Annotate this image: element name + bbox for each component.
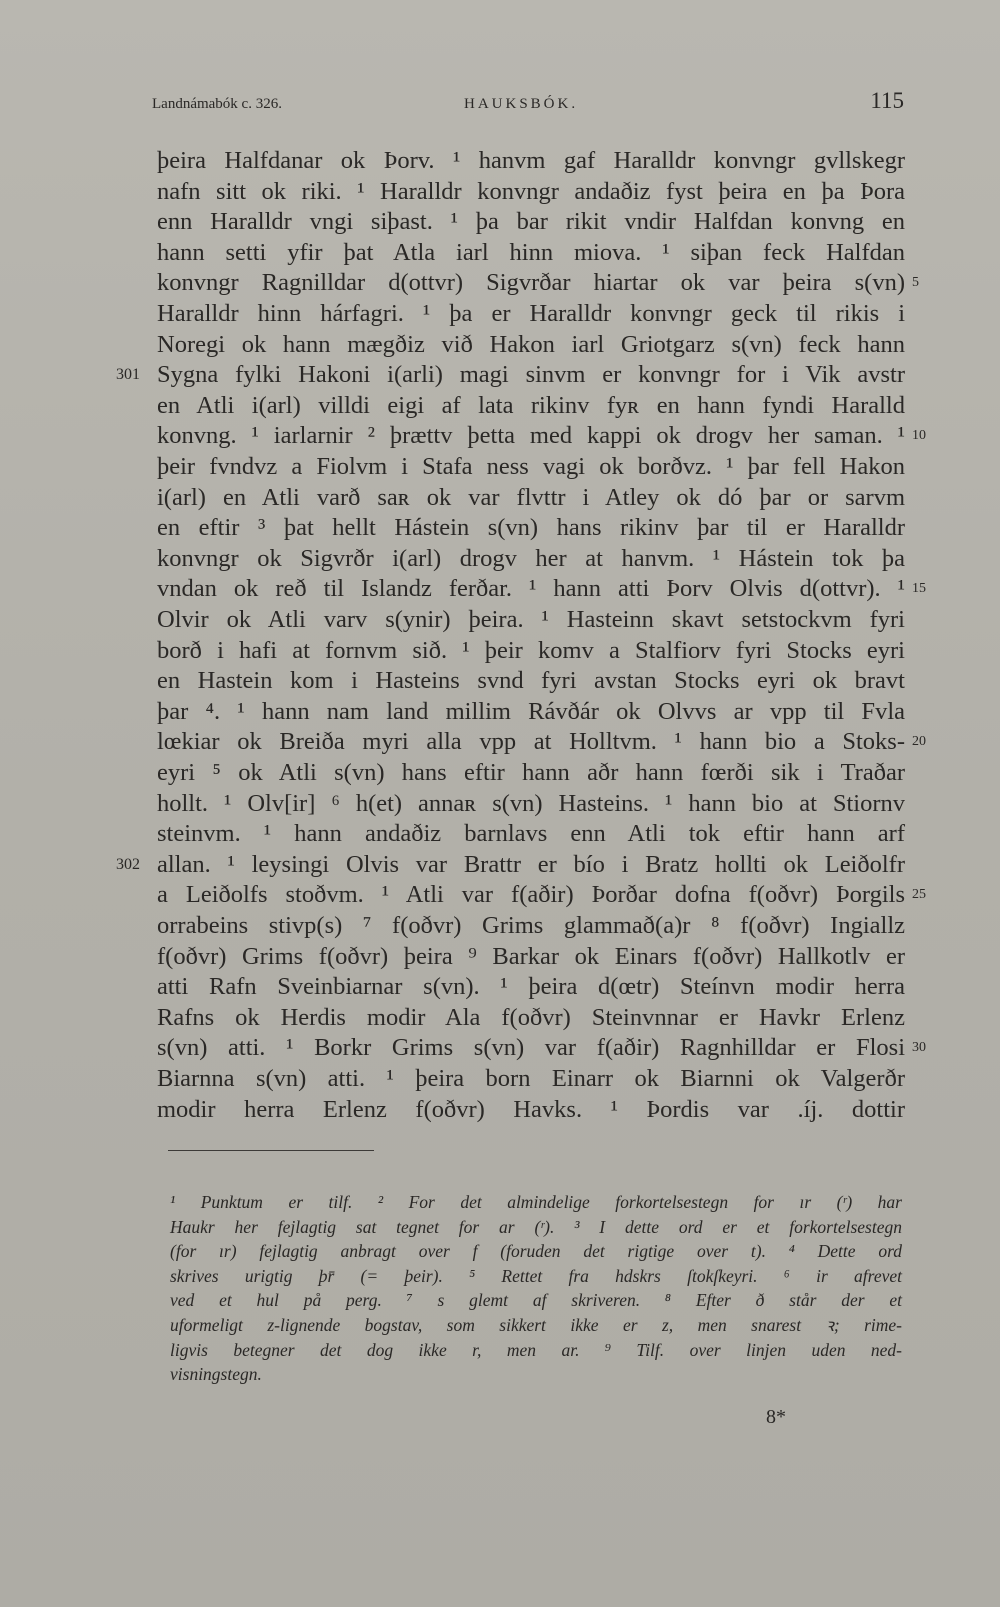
text-line: en eftir ³ þat hellt Hástein s(vn) hans rikinv þar til er Haralldr [157,514,905,542]
margin-line-number: 20 [912,734,926,750]
text-line: vndan ok reð til Islandz ferðar. ¹ hann atti Þorv Olvis d(ottvr). ¹ [157,575,905,603]
header-title: HAUKSBÓK. [464,96,579,112]
footnote-line: uformeligt z-lignende bogstav, som sikkert ikke er z, men snarest ꝛ; rime- [170,1315,902,1335]
footnote-rule [168,1150,374,1151]
text-line: i(arl) en Atli varð saʀ ok var flvttr i Atley ok dó þar or sarvm [157,483,905,511]
text-line: orrabeins stivp(s) ⁷ f(oðvr) Grims glammað(a)r ⁸ f(oðvr) Ingiallz [157,912,905,939]
text-line: modir herra Erlenz f(oðvr) Havks. ¹ Þordis var .íj. dottir [157,1095,905,1123]
footnote-line: visningstegn. [170,1364,262,1385]
text-line: en Hastein kom i Hasteins svnd fyri avstan Stocks eyri ok bravt [157,667,905,695]
text-line: s(vn) atti. ¹ Borkr Grims s(vn) var f(aðir) Ragnhilldar er Flosi [157,1034,905,1062]
printer-signature-mark: 8* [766,1406,786,1428]
footnote-line: ¹ Punktum er tilf. ² For det almindelige forkortelsestegn for ır (ʳ) har [170,1192,902,1212]
text-line: þeir fvndvz a Fiolvm i Stafa ness vagi ok borðvz. ¹ þar fell Hakon [157,453,905,480]
text-line: borð i hafi at fornvm sið. ¹ þeir komv a Stalfiorv fyri Stocks eyri [157,636,905,664]
text-line: steinvm. ¹ hann andaðiz barnlavs enn Atli tok eftir hann arf [157,820,905,848]
text-line: lœkiar ok Breiða myri alla vpp at Holltvm. ¹ hann bio a Stoks- [157,728,905,756]
header-section-reference: Landnámabók c. 326. [152,96,282,112]
margin-line-number: 15 [912,581,926,597]
text-line: þeira Halfdanar ok Þorv. ¹ hanvm gaf Haralldr konvngr gvllskegr [157,147,905,174]
footnote-line: ved et hul på perg. ⁷ s glemt af skriveren. ⁸ Efter ð står der et [170,1290,902,1311]
margin-page-reference: 302 [116,855,140,873]
footnote-line: Haukr her fejlagtig sat tegnet for ar (ʳ). ³ I dette ord er et forkortelsestegn [170,1216,902,1237]
text-line: þar ⁴. ¹ hann nam land millim Rávðár ok Olvvs ar vpp til Fvla [157,697,905,725]
text-line: atti Rafn Sveinbiarnar s(vn). ¹ þeira d(œtr) Steínvn modir herra [157,973,905,1001]
text-line: hann setti yfir þat Atla iarl hinn miova. ¹ siþan feck Halfdan [157,238,905,266]
text-line: enn Haralldr vngi siþast. ¹ þa bar rikit vndir Halfdan konvng en [157,208,905,236]
text-line: hollt. ¹ Olv[ir] ⁶ h(et) annaʀ s(vn) Hasteins. ¹ hann bio at Stiornv [157,789,905,817]
text-line: allan. ¹ leysingi Olvis var Brattr er bío i Bratz hollti ok Leiðolfr [157,850,905,878]
running-header [152,88,904,122]
text-line: Olvir ok Atli varv s(ynir) þeira. ¹ Hasteinn skavt setstockvm fyri [157,606,905,633]
text-line: Sygna fylki Hakoni i(arli) magi sinvm er konvngr for i Vik avstr [157,361,905,389]
text-line: Biarnna s(vn) atti. ¹ þeira born Einarr ok Biarnni ok Valgerðr [157,1065,905,1092]
footnote-line: skrives urigtig þr̄ (= þeir). ⁵ Rettet fra hdskrs ſtokſkeyri. ⁶ ir afrevet [170,1265,902,1286]
footnote-line: ligvis betegner det dog ikke r, men ar. ⁹ Tilf. over linjen uden ned- [170,1339,902,1360]
text-line: Noregi ok hann mægðiz við Hakon iarl Griotgarz s(vn) feck hann [157,330,905,358]
text-line: konvngr Ragnilldar d(ottvr) Sigvrðar hiartar ok var þeira s(vn) [157,269,905,297]
margin-line-number: 5 [912,275,919,291]
text-line: Rafns ok Herdis modir Ala f(oðvr) Steinvnnar er Havkr Erlenz [157,1003,905,1031]
margin-line-number: 30 [912,1040,926,1056]
text-line: eyri ⁵ ok Atli s(vn) hans eftir hann aðr hann fœrði sik i Traðar [157,759,905,786]
text-line: f(oðvr) Grims f(oðvr) þeira ⁹ Barkar ok Einars f(oðvr) Hallkotlv er [157,942,905,970]
margin-page-reference: 301 [116,366,140,384]
text-line: nafn sitt ok riki. ¹ Haralldr konvngr andaðiz fyst þeira en þa Þora [157,177,905,205]
footnote-line: (for ır) fejlagtig anbragt over f (foruden det rigtige over t). ⁴ Dette ord [170,1241,902,1262]
text-line: Haralldr hinn hárfagri. ¹ þa er Haralldr konvngr geck til rikis i [157,300,905,327]
text-line: a Leiðolfs stoðvm. ¹ Atli var f(aðir) Þorðar dofna f(oðvr) Þorgils [157,881,905,909]
margin-line-number: 25 [912,887,926,903]
text-line: konvngr ok Sigvrðr i(arl) drogv her at hanvm. ¹ Hástein tok þa [157,544,905,572]
text-line: en Atli i(arl) villdi eigi af lata rikinv fyʀ en hann fyndi Haralld [157,391,905,419]
text-line: konvng. ¹ iarlarnir ² þrættv þetta med kappi ok drogv her saman. ¹ [157,422,905,450]
margin-line-number: 10 [912,428,926,444]
page-number: 115 [870,88,904,113]
